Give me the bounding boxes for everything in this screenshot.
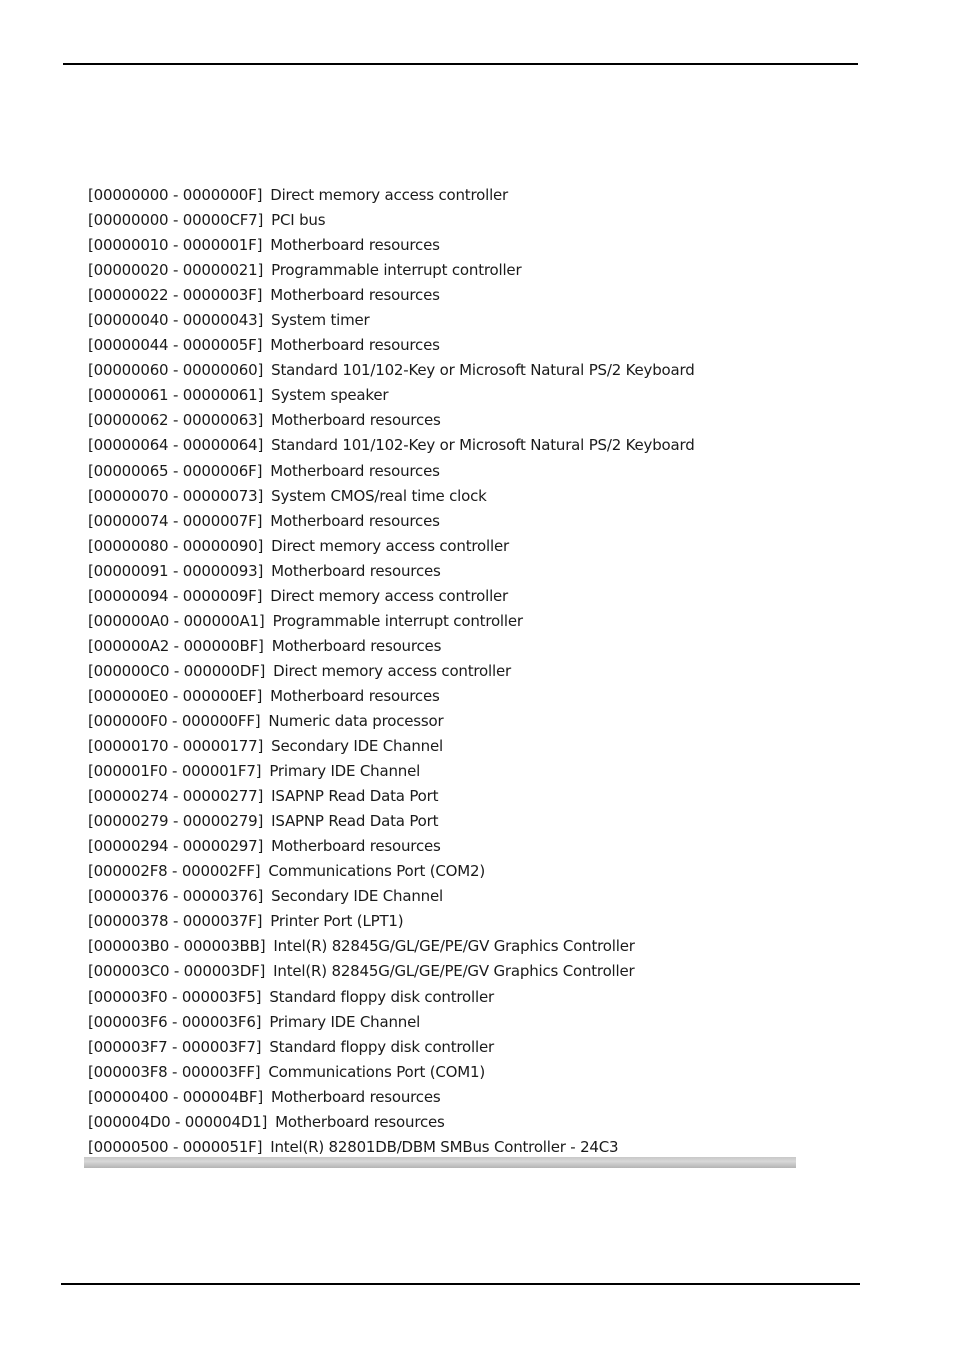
io-range-row: [88, 559, 695, 584]
io-range-device: Direct memory access controller: [270, 186, 509, 204]
horizontal-scrollbar: [84, 1157, 796, 1168]
io-range-address: [00000279 - 00000279]: [88, 812, 264, 831]
io-range-address: [000000A2 - 000000BF]: [88, 636, 264, 655]
io-range-row: [88, 383, 695, 408]
io-range-row: [88, 809, 695, 834]
io-range-address: [000002F8 - 000002FF]: [88, 862, 261, 881]
io-range-device: Communications Port (COM2): [268, 862, 485, 881]
io-range-address: [000000C0 - 000000DF]: [88, 661, 266, 680]
io-range-device: Standard 101/102-Key or Microsoft Natural PS/2 Keyboard: [271, 361, 695, 380]
io-range-row: [88, 659, 695, 684]
io-range-address: [000003C0 - 000003DF]: [88, 962, 266, 981]
io-range-device: ISAPNP Read Data Port: [271, 812, 439, 831]
io-range-device: Motherboard resources: [270, 461, 440, 480]
io-range-row: [88, 884, 695, 909]
io-range-device: Motherboard resources: [271, 411, 441, 430]
io-range-address: [000004D0 - 000004D1]: [88, 1112, 268, 1131]
io-range-address: [00000040 - 00000043]: [88, 311, 264, 330]
io-range-address: [000000A0 - 000000A1]: [88, 611, 265, 630]
io-range-row: [88, 283, 695, 308]
io-range-row: [88, 985, 695, 1010]
io-range-device: Direct memory access controller: [271, 536, 509, 555]
io-range-device: Standard floppy disk controller: [269, 987, 494, 1006]
io-range-screenshot: [84, 183, 796, 1160]
io-range-address: [00000091 - 00000093]: [88, 561, 264, 580]
io-range-row: [88, 1110, 695, 1135]
io-range-address: [000001F0 - 000001F7]: [88, 762, 262, 781]
io-range-device: Intel(R) 82801DB/DBM SMBus Controller - 24C3: [270, 1137, 619, 1156]
io-range-device: Printer Port (LPT1): [270, 912, 404, 931]
io-range-device: Motherboard resources: [270, 336, 440, 355]
io-range-device: PCI bus: [271, 211, 326, 230]
io-range-address: [00000060 - 00000060]: [88, 361, 264, 380]
io-range-device: Motherboard resources: [270, 686, 440, 705]
io-range-device: System speaker: [271, 386, 389, 405]
io-range-row: [88, 233, 695, 258]
io-range-device: Communications Port (COM1): [268, 1062, 485, 1081]
io-range-address: [000000E0 - 000000EF]: [88, 686, 263, 705]
io-range-address: [00000044 - 0000005F]: [88, 336, 263, 355]
io-range-device: Secondary IDE Channel: [271, 737, 443, 756]
io-range-device: Programmable interrupt controller: [271, 261, 522, 280]
io-range-device: Motherboard resources: [275, 1112, 445, 1131]
io-range-row: [88, 784, 695, 809]
io-range-row: [88, 509, 695, 534]
io-range-row: [88, 1060, 695, 1085]
io-range-address: [00000294 - 00000297]: [88, 837, 264, 856]
io-range-row: [88, 709, 695, 734]
io-range-row: [88, 959, 695, 984]
io-range-address: [000003F7 - 000003F7]: [88, 1037, 262, 1056]
io-range-device: Numeric data processor: [268, 711, 444, 730]
io-range-address: [00000074 - 0000007F]: [88, 511, 263, 530]
io-range-address: [000003F0 - 000003F5]: [88, 987, 262, 1006]
io-range-address: [00000400 - 000004BF]: [88, 1087, 263, 1106]
io-range-address: [00000000 - 00000CF7]: [88, 211, 264, 230]
io-range-address: [00000094 - 0000009F]: [88, 586, 263, 605]
io-range-address: [00000065 - 0000006F]: [88, 461, 263, 480]
io-range-address: [00000378 - 0000037F]: [88, 912, 263, 931]
io-range-address: [00000070 - 00000073]: [88, 486, 264, 505]
io-range-row: [88, 183, 695, 208]
io-range-row: [88, 584, 695, 609]
io-range-address: [000003B0 - 000003BB]: [88, 937, 266, 956]
io-range-address: [00000376 - 00000376]: [88, 887, 264, 906]
io-range-row: [88, 333, 695, 358]
header-rule: [63, 63, 858, 65]
io-range-device: Motherboard resources: [270, 286, 440, 305]
io-range-device: Programmable interrupt controller: [272, 611, 523, 630]
io-range-row: [88, 859, 695, 884]
io-range-address: [00000500 - 0000051F]: [88, 1137, 263, 1156]
io-range-row: [88, 459, 695, 484]
io-range-list: [88, 183, 695, 1160]
io-range-device: System timer: [271, 311, 370, 330]
footer-rule: [61, 1283, 860, 1285]
io-range-row: [88, 734, 695, 759]
io-range-row: [88, 634, 695, 659]
io-range-address: [000000F0 - 000000FF]: [88, 711, 261, 730]
io-range-address: [000003F8 - 000003FF]: [88, 1062, 261, 1081]
io-range-address: [00000274 - 00000277]: [88, 787, 264, 806]
io-range-row: [88, 258, 695, 283]
io-range-address: [00000022 - 0000003F]: [88, 286, 263, 305]
io-range-device: Motherboard resources: [270, 511, 440, 530]
io-range-row: [88, 1035, 695, 1060]
io-range-row: [88, 433, 695, 458]
io-range-device: Standard floppy disk controller: [269, 1037, 494, 1056]
io-range-address: [00000020 - 00000021]: [88, 261, 264, 280]
io-range-row: [88, 1085, 695, 1110]
io-range-device: System CMOS/real time clock: [271, 486, 487, 505]
io-range-row: [88, 609, 695, 634]
io-range-device: Motherboard resources: [271, 561, 441, 580]
io-range-address: [000003F6 - 000003F6]: [88, 1012, 262, 1031]
io-range-device: Intel(R) 82845G/GL/GE/PE/GV Graphics Controller: [273, 962, 635, 981]
io-range-row: [88, 684, 695, 709]
io-range-device: Motherboard resources: [271, 837, 441, 856]
io-range-device: Motherboard resources: [270, 1087, 441, 1106]
io-range-row: [88, 834, 695, 859]
io-range-device: Motherboard resources: [270, 236, 440, 255]
io-range-row: [88, 208, 695, 233]
io-range-row: [88, 358, 695, 383]
io-range-row: [88, 909, 695, 934]
io-range-address: [00000080 - 00000090]: [88, 536, 264, 555]
io-range-row: [88, 408, 695, 433]
io-range-row: [88, 534, 695, 559]
io-range-device: Primary IDE Channel: [269, 1012, 421, 1031]
io-range-row: [88, 484, 695, 509]
io-range-row: [88, 1010, 695, 1035]
io-range-address: [00000170 - 00000177]: [88, 737, 264, 756]
io-range-device: Direct memory access controller: [273, 661, 511, 680]
io-range-device: Intel(R) 82845G/GL/GE/PE/GV Graphics Controller: [273, 937, 635, 956]
io-range-address: [00000062 - 00000063]: [88, 411, 264, 430]
io-range-device: Secondary IDE Channel: [271, 887, 443, 906]
io-range-address: [00000064 - 00000064]: [88, 436, 264, 455]
io-range-device: ISAPNP Read Data Port: [271, 787, 439, 806]
io-range-row: [88, 308, 695, 333]
io-range-device: Standard 101/102-Key or Microsoft Natural PS/2 Keyboard: [271, 436, 695, 455]
io-range-address: [00000010 - 0000001F]: [88, 236, 263, 255]
io-range-row: [88, 759, 695, 784]
io-range-device: Primary IDE Channel: [269, 762, 421, 781]
io-range-address: [00000000 - 0000000F]: [88, 186, 263, 204]
io-range-device: Motherboard resources: [271, 636, 442, 655]
io-range-address: [00000061 - 00000061]: [88, 386, 264, 405]
io-range-device: Direct memory access controller: [270, 586, 509, 605]
io-range-row: [88, 934, 695, 959]
